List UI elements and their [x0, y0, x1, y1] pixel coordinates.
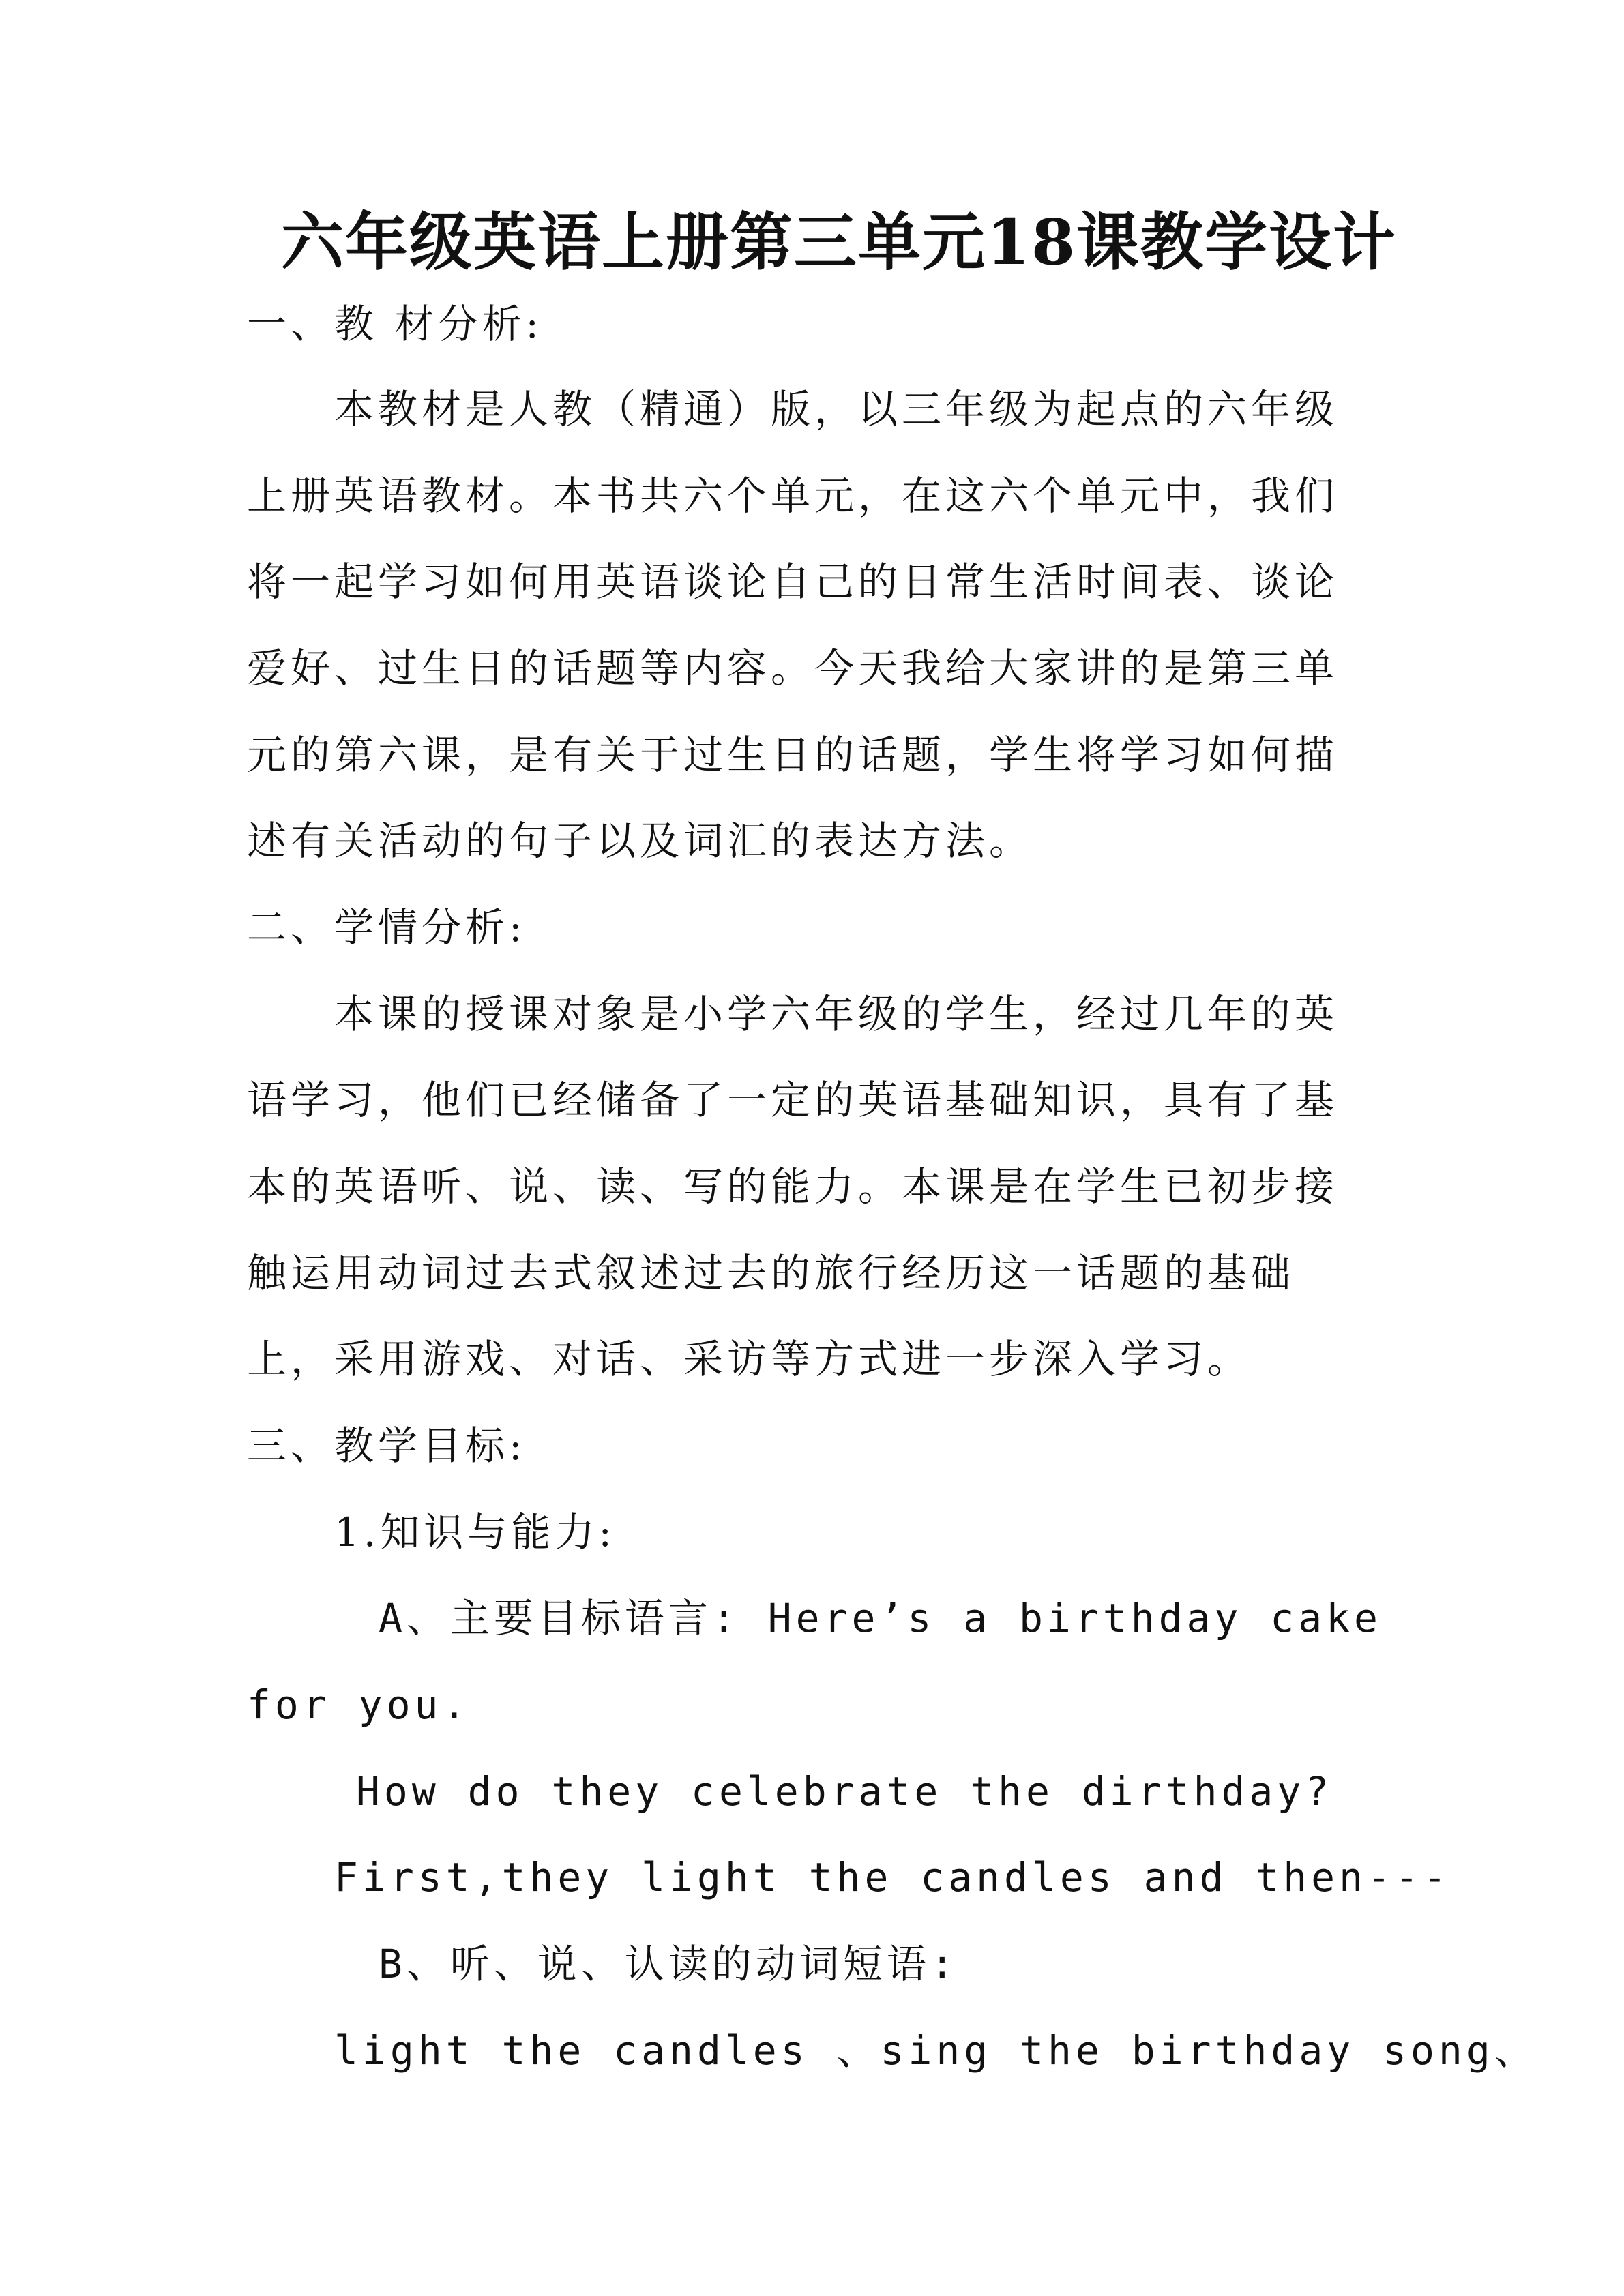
paragraph-line: 元的第六课，是有关于过生日的话题，学生将学习如何描: [247, 732, 1339, 778]
paragraph-line: 上册英语教材。本书共六个单元，在这六个单元中，我们: [247, 473, 1339, 519]
paragraph-line: 触运用动词过去式叙述过去的旅行经历这一话题的基础: [247, 1250, 1295, 1296]
target-language-line: A、主要目标语言: Here’s a birthday cake: [379, 1595, 1382, 1641]
paragraph-line: 将一起学习如何用英语谈论自己的日常生活时间表、谈论: [247, 558, 1339, 605]
paragraph-line: 本课的授课对象是小学六年级的学生，经过几年的英: [334, 991, 1339, 1037]
subheading-verb-phrases: B、听、说、认读的动词短语:: [379, 1941, 958, 1987]
verb-phrase-line: light the candles 、sing the birthday song、: [334, 2027, 1538, 2074]
paragraph-line: 本的英语听、说、读、写的能力。本课是在学生已初步接: [247, 1163, 1339, 1210]
example-sentence: How do they celebrate the dirthday?: [356, 1768, 1333, 1815]
paragraph-line: 上，采用游戏、对话、采访等方式进一步深入学习。: [247, 1336, 1252, 1382]
section-heading-textbook-analysis: 一、教 材分析:: [247, 301, 543, 347]
paragraph-line: 述有关活动的句子以及词汇的表达方法。: [247, 818, 1033, 864]
paragraph-line: 本教材是人教（精通）版，以三年级为起点的六年级: [334, 386, 1339, 432]
section-heading-student-analysis: 二、学情分析:: [247, 904, 527, 951]
subheading-knowledge-ability: 1.知识与能力:: [334, 1509, 616, 1555]
target-language-line: for you.: [247, 1682, 471, 1728]
section-heading-teaching-objectives: 三、教学目标:: [247, 1422, 527, 1469]
document-title: 六年级英语上册第三单元18课教学设计: [280, 205, 1398, 279]
example-sentence: First,they light the candles and then---: [334, 1854, 1451, 1900]
paragraph-line: 语学习，他们已经储备了一定的英语基础知识，具有了基: [247, 1077, 1339, 1123]
paragraph-line: 爱好、过生日的话题等内容。今天我给大家讲的是第三单: [247, 645, 1339, 691]
